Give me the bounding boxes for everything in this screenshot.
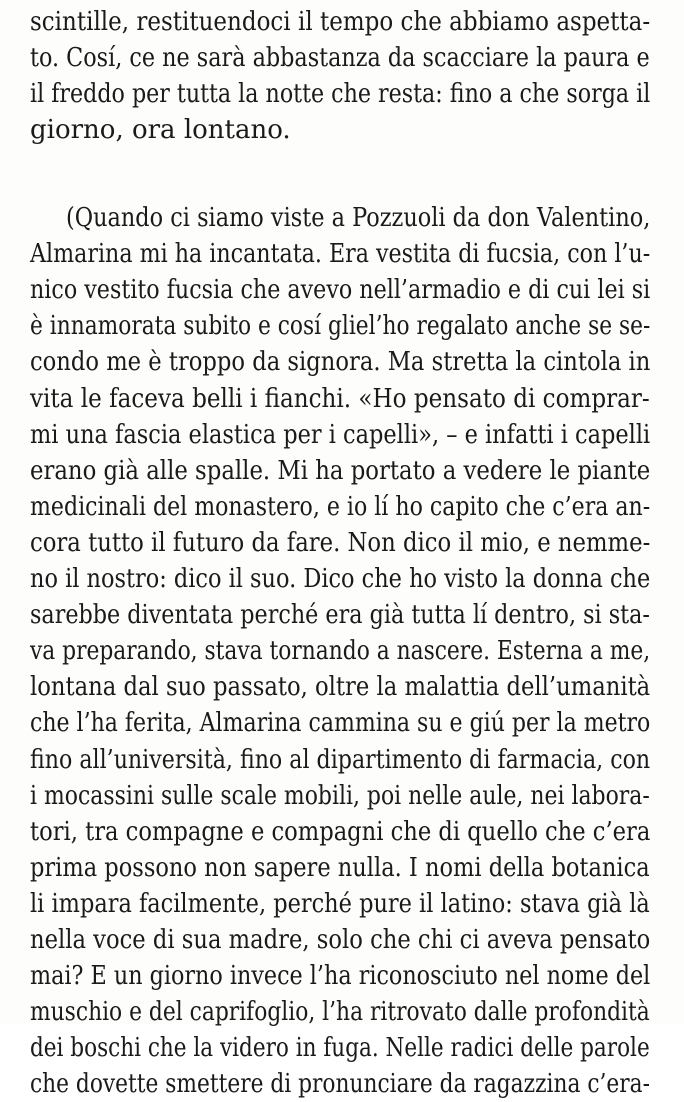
text-line: erano già alle spalle. Mi ha portato a vedere le piante (30, 455, 651, 486)
text-line: mai? E un giorno invece l’ha riconosciuto nel nome del (30, 961, 651, 992)
text-line: fino all’università, fino al dipartimento di farmacia, con (30, 744, 651, 775)
text-line: il freddo per tutta la notte che resta: fino a che sorga il (30, 79, 651, 110)
text-line: condo me è troppo da signora. Ma stretta la cintola in (30, 347, 651, 378)
text-line: è innamorata subito e cosí gliel’ho regalato anche se se- (30, 311, 651, 342)
text-line: sarebbe diventata perché era già tutta lí dentro, si sta- (30, 600, 650, 631)
text-line: va preparando, stava tornando a nascere. Esterna a me, (30, 636, 651, 667)
text-line: cora tutto il futuro da fare. Non dico il mio, e nemme- (30, 527, 651, 558)
text-line: dei boschi che la videro in fuga. Nelle radici delle parole (30, 1033, 650, 1064)
text-line: nella voce di sua madre, solo che chi ci aveva pensato (30, 925, 651, 955)
text-line: medicinali del monastero, e io lí ho capito che c’era an- (30, 491, 651, 522)
text-line: (Quando ci siamo viste a Pozzuoli da don Valentino, (66, 203, 651, 233)
text-line: lontana dal suo passato, oltre la malattia dell’umanità (30, 672, 651, 703)
text-line: prima possono non sapere nulla. I nomi della botanica (30, 852, 650, 883)
text-line: che dovette smettere di pronunciare da ragazzina c’era- (30, 1069, 650, 1100)
text-line: muschio e del caprifoglio, l’ha ritrovato dalle profondità (30, 997, 650, 1028)
text-line: nico vestito fucsia che avevo nell’armadio e di cui lei si (30, 275, 651, 306)
text-line: vita le faceva belli i fianchi. «Ho pensato di comprar- (30, 383, 650, 414)
text-line: giorno, ora lontano. (30, 115, 291, 146)
text-line: li impara facilmente, perché pure il latino: stava già là (30, 888, 650, 919)
text-line: scintille, restituendoci il tempo che abbiamo aspetta- (30, 7, 651, 37)
text-line: to. Cosí, ce ne sarà abbastanza da scacciare la paura e (30, 43, 650, 74)
text-line: no il nostro: dico il suo. Dico che ho visto la donna che (30, 564, 651, 594)
text-line: che l’ha ferita, Almarina cammina su e giú per la metro (30, 708, 651, 739)
text-line: i mocassini sulle scale mobili, poi nelle aule, nei labora- (30, 780, 650, 811)
text-line: Almarina mi ha incantata. Era vestita di fucsia, con l’u- (30, 239, 651, 270)
text-line: mi una fascia elastica per i capelli», – e infatti i capelli (30, 419, 651, 450)
text-line: tori, tra compagne e compagni che di quello che c’era (30, 816, 651, 847)
